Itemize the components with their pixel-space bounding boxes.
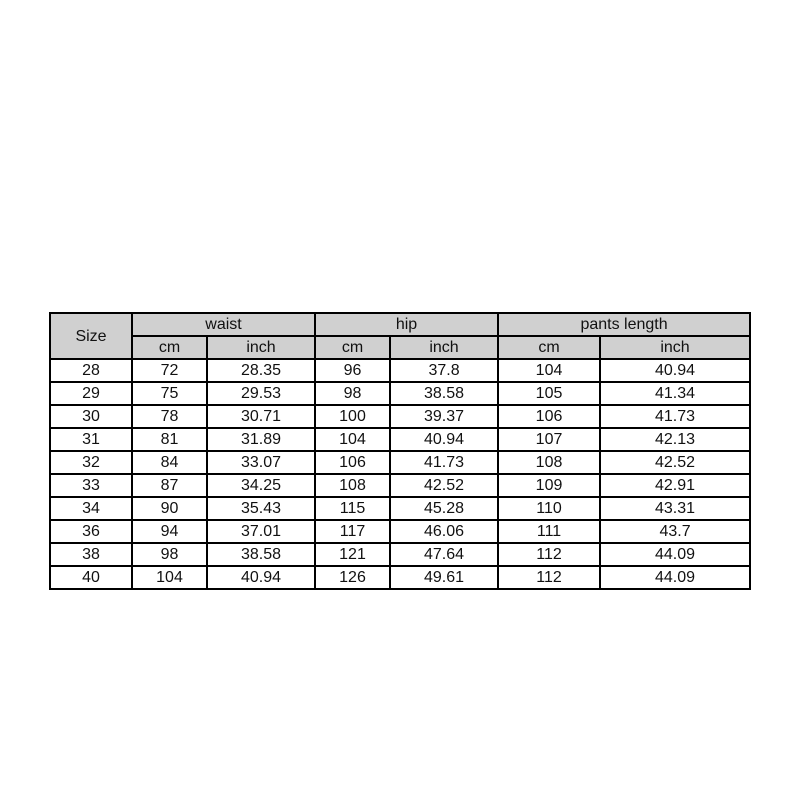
waist-group-header: waist	[132, 313, 315, 336]
waist-cm-cell: 87	[132, 474, 207, 497]
hip-cm-cell: 100	[315, 405, 390, 428]
table-row	[50, 520, 750, 543]
hip-inch-cell: 45.28	[390, 497, 498, 520]
unit-header-length-inch: inch	[600, 336, 750, 359]
hip-cm-cell: 108	[315, 474, 390, 497]
hip-cm-cell: 115	[315, 497, 390, 520]
table-row	[50, 474, 750, 497]
size-cell: 29	[50, 382, 132, 405]
length-cm-cell: 109	[498, 474, 600, 497]
length-cm-cell: 108	[498, 451, 600, 474]
length-inch-cell: 42.13	[600, 428, 750, 451]
waist-cm-cell: 81	[132, 428, 207, 451]
header-unit-row	[50, 336, 750, 359]
hip-cm-cell: 106	[315, 451, 390, 474]
length-cm-cell: 106	[498, 405, 600, 428]
waist-inch-cell: 40.94	[207, 566, 315, 589]
unit-header-waist-inch: inch	[207, 336, 315, 359]
length-inch-cell: 42.91	[600, 474, 750, 497]
size-cell: 34	[50, 497, 132, 520]
hip-cm-cell: 104	[315, 428, 390, 451]
length-cm-cell: 111	[498, 520, 600, 543]
table-row	[50, 428, 750, 451]
waist-cm-cell: 84	[132, 451, 207, 474]
pants-length-group-header: pants length	[498, 313, 750, 336]
hip-cm-cell: 117	[315, 520, 390, 543]
length-inch-cell: 44.09	[600, 543, 750, 566]
hip-inch-cell: 39.37	[390, 405, 498, 428]
table-row	[50, 566, 750, 589]
hip-cm-cell: 126	[315, 566, 390, 589]
waist-cm-cell: 104	[132, 566, 207, 589]
hip-inch-cell: 38.58	[390, 382, 498, 405]
header-group-row	[50, 313, 750, 336]
size-cell: 36	[50, 520, 132, 543]
size-cell: 28	[50, 359, 132, 382]
unit-header-waist-cm: cm	[132, 336, 207, 359]
length-cm-cell: 105	[498, 382, 600, 405]
waist-inch-cell: 29.53	[207, 382, 315, 405]
hip-cm-cell: 98	[315, 382, 390, 405]
length-inch-cell: 41.34	[600, 382, 750, 405]
length-inch-cell: 43.31	[600, 497, 750, 520]
table-header	[50, 313, 750, 359]
table-row	[50, 382, 750, 405]
size-column-header: Size	[50, 313, 132, 359]
length-cm-cell: 110	[498, 497, 600, 520]
hip-inch-cell: 47.64	[390, 543, 498, 566]
table-row	[50, 497, 750, 520]
table-row	[50, 359, 750, 382]
waist-cm-cell: 78	[132, 405, 207, 428]
size-cell: 31	[50, 428, 132, 451]
waist-inch-cell: 31.89	[207, 428, 315, 451]
length-inch-cell: 42.52	[600, 451, 750, 474]
unit-header-length-cm: cm	[498, 336, 600, 359]
length-inch-cell: 44.09	[600, 566, 750, 589]
waist-inch-cell: 33.07	[207, 451, 315, 474]
size-cell: 33	[50, 474, 132, 497]
hip-inch-cell: 37.8	[390, 359, 498, 382]
waist-cm-cell: 72	[132, 359, 207, 382]
length-cm-cell: 107	[498, 428, 600, 451]
size-cell: 32	[50, 451, 132, 474]
waist-inch-cell: 37.01	[207, 520, 315, 543]
unit-header-hip-cm: cm	[315, 336, 390, 359]
waist-cm-cell: 94	[132, 520, 207, 543]
table-row	[50, 543, 750, 566]
size-cell: 38	[50, 543, 132, 566]
length-inch-cell: 43.7	[600, 520, 750, 543]
length-inch-cell: 41.73	[600, 405, 750, 428]
waist-inch-cell: 38.58	[207, 543, 315, 566]
waist-inch-cell: 28.35	[207, 359, 315, 382]
waist-cm-cell: 75	[132, 382, 207, 405]
size-chart-table	[49, 312, 751, 590]
hip-inch-cell: 42.52	[390, 474, 498, 497]
waist-cm-cell: 98	[132, 543, 207, 566]
length-inch-cell: 40.94	[600, 359, 750, 382]
hip-inch-cell: 46.06	[390, 520, 498, 543]
size-cell: 30	[50, 405, 132, 428]
table-row	[50, 405, 750, 428]
hip-inch-cell: 49.61	[390, 566, 498, 589]
waist-inch-cell: 35.43	[207, 497, 315, 520]
hip-inch-cell: 40.94	[390, 428, 498, 451]
hip-group-header: hip	[315, 313, 498, 336]
table-body	[50, 359, 750, 589]
waist-inch-cell: 34.25	[207, 474, 315, 497]
waist-cm-cell: 90	[132, 497, 207, 520]
hip-cm-cell: 121	[315, 543, 390, 566]
length-cm-cell: 112	[498, 543, 600, 566]
size-cell: 40	[50, 566, 132, 589]
length-cm-cell: 104	[498, 359, 600, 382]
length-cm-cell: 112	[498, 566, 600, 589]
waist-inch-cell: 30.71	[207, 405, 315, 428]
hip-cm-cell: 96	[315, 359, 390, 382]
table-row	[50, 451, 750, 474]
hip-inch-cell: 41.73	[390, 451, 498, 474]
unit-header-hip-inch: inch	[390, 336, 498, 359]
